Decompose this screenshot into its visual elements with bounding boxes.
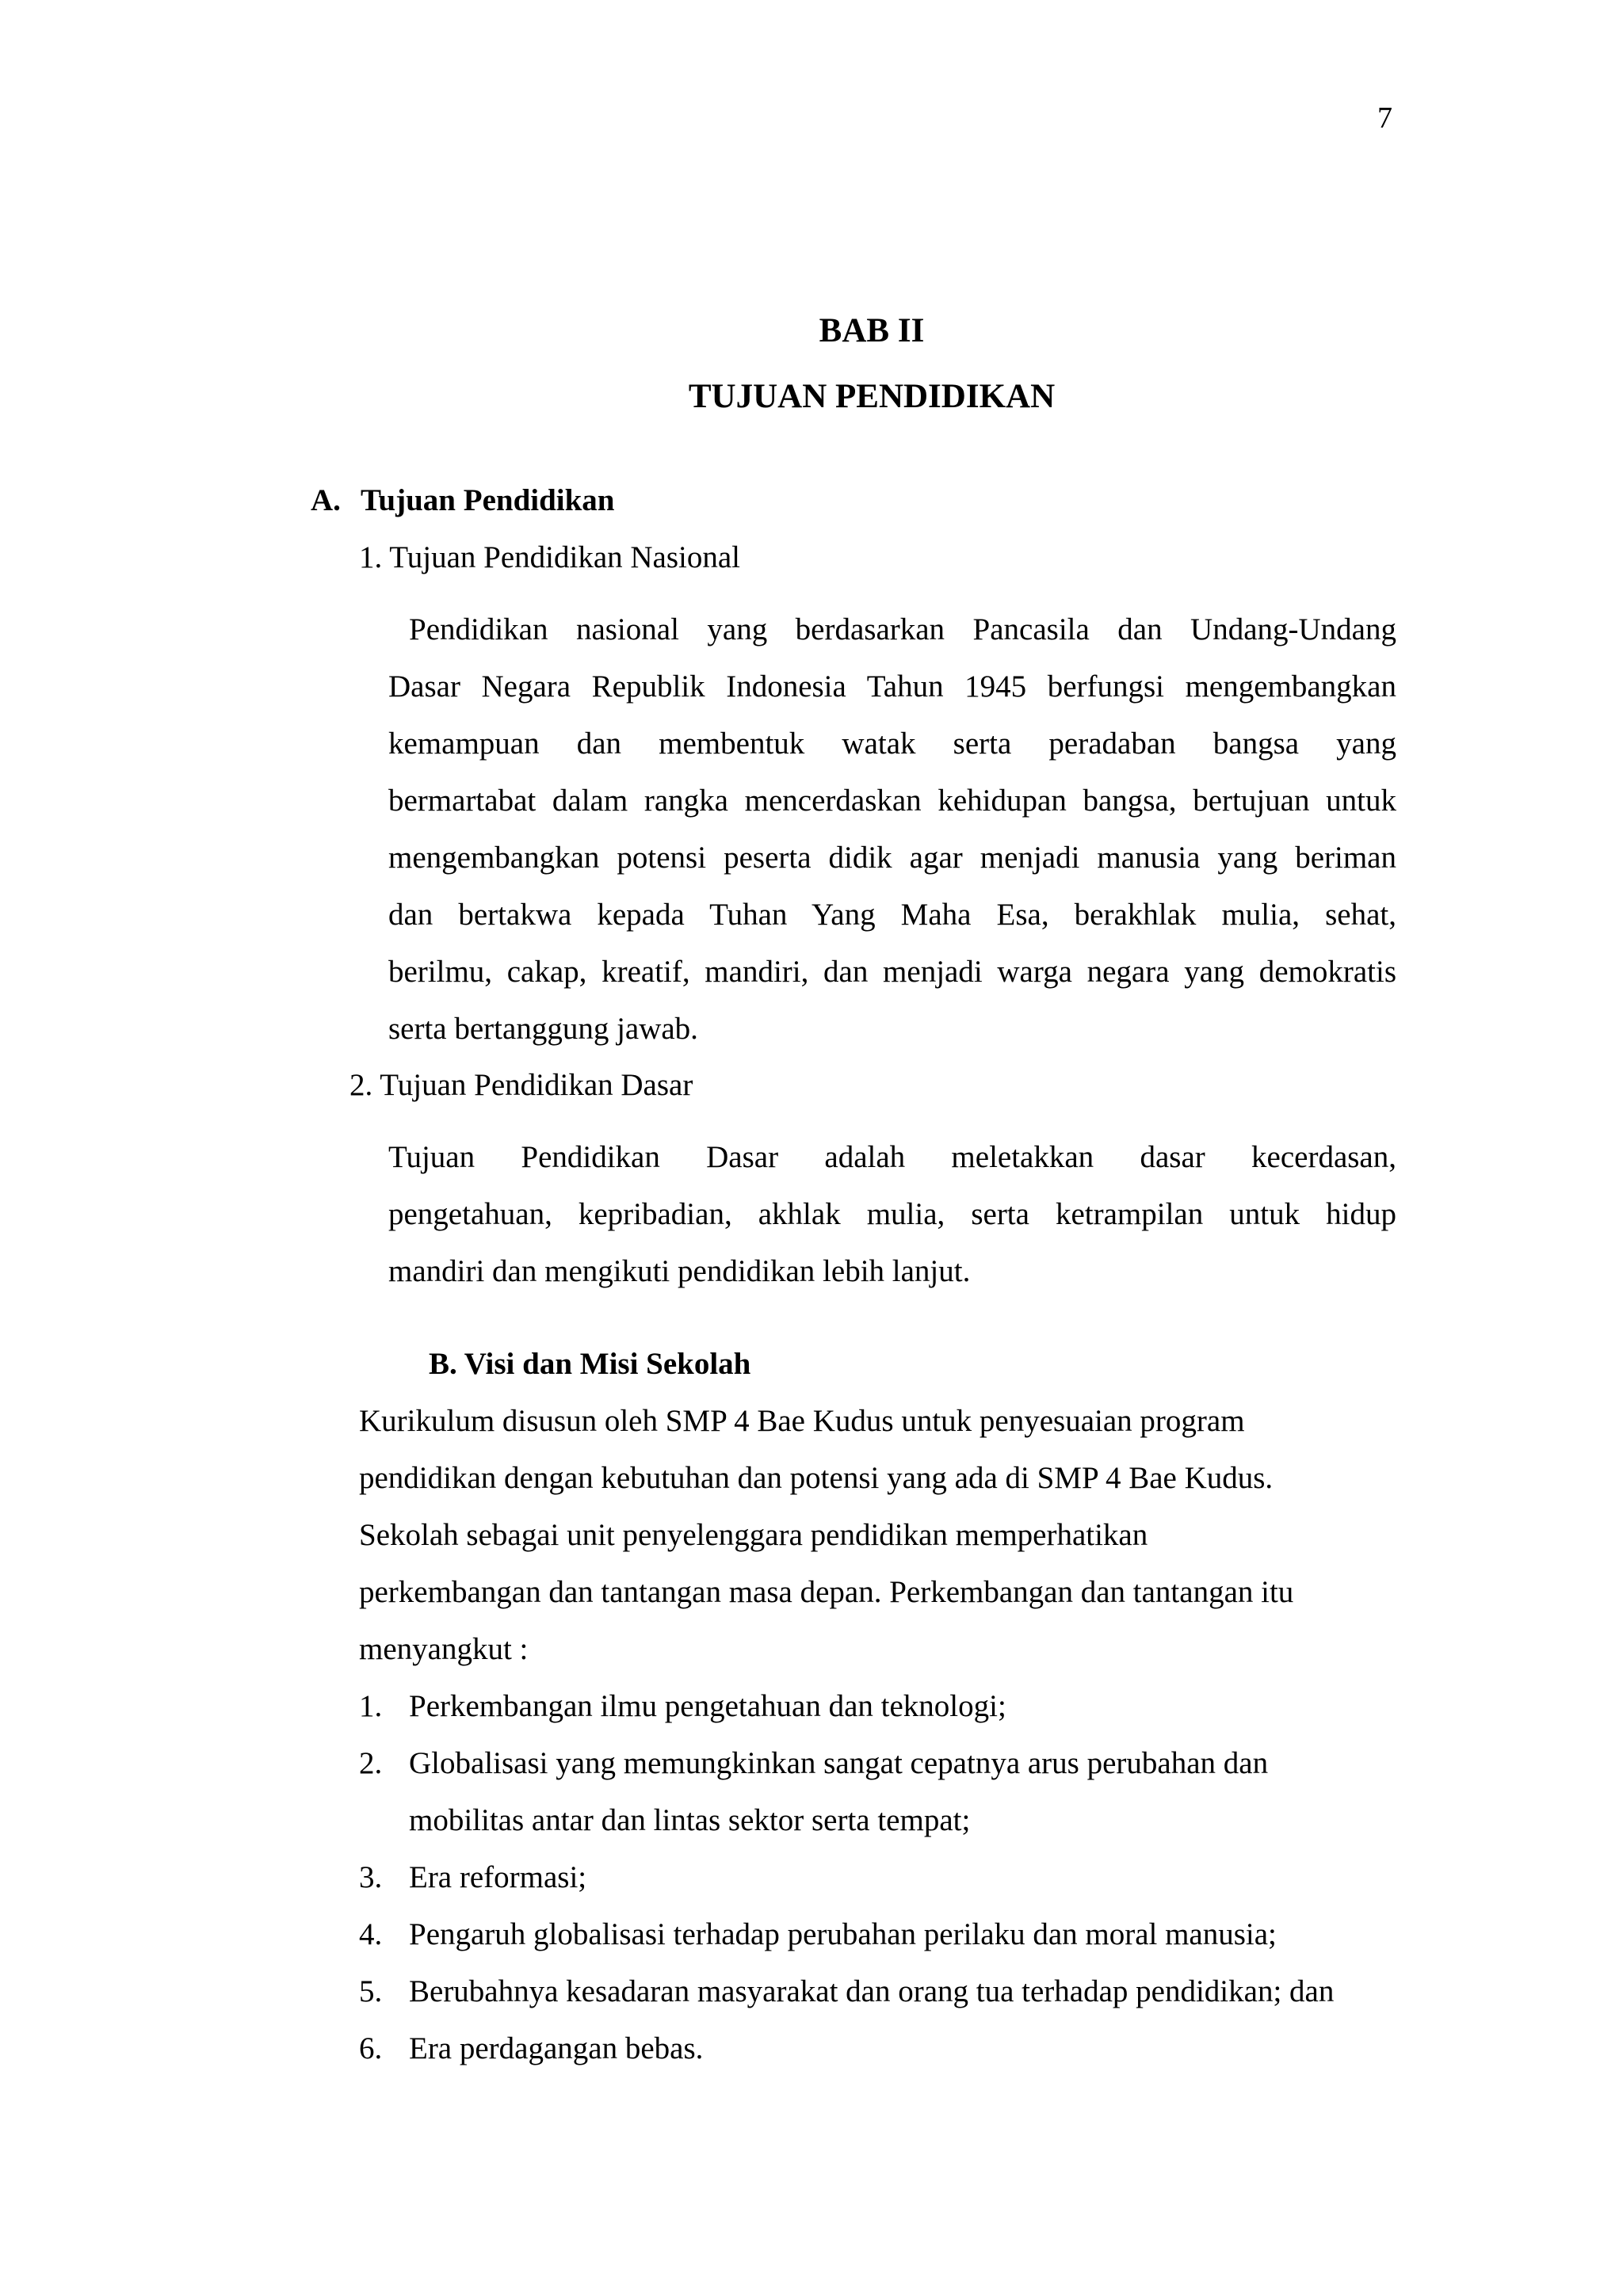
paragraph-line: bermartabat dalam rangka mencerdaskan kehidupan bangsa, bertujuan untuk	[388, 784, 1396, 818]
subsection-2-heading: 2. Tujuan Pendidikan Dasar	[349, 1068, 693, 1102]
list-item-text: Perkembangan ilmu pengetahuan dan teknologi;	[409, 1689, 1006, 1723]
paragraph-line: pengetahuan, kepribadian, akhlak mulia, serta ketrampilan untuk hidup	[388, 1197, 1396, 1231]
paragraph-line: dan bertakwa kepada Tuhan Yang Maha Esa, berakhlak mulia, sehat,	[388, 898, 1396, 932]
paragraph-line: berilmu, cakap, kreatif, mandiri, dan menjadi warga negara yang demokratis	[388, 955, 1396, 989]
paragraph-line: mengembangkan potensi peserta didik agar menjadi manusia yang beriman	[388, 841, 1396, 875]
list-item-number: 1.	[359, 1689, 383, 1723]
list-item-text: mobilitas antar dan lintas sektor serta tempat;	[409, 1803, 971, 1837]
list-item-number: 5.	[359, 1974, 383, 2008]
paragraph-line: mandiri dan mengikuti pendidikan lebih lanjut.	[388, 1254, 971, 1288]
list-item-number: 6.	[359, 2031, 383, 2065]
paragraph-line: perkembangan dan tantangan masa depan. Perkembangan dan tantangan itu	[359, 1575, 1294, 1609]
list-item-text: Pengaruh globalisasi terhadap perubahan perilaku dan moral manusia;	[409, 1917, 1277, 1951]
page-number: 7	[1377, 101, 1392, 135]
paragraph-line: serta bertanggung jawab.	[388, 1012, 698, 1046]
list-item-text: Era perdagangan bebas.	[409, 2031, 704, 2065]
paragraph-line: Tujuan Pendidikan Dasar adalah meletakkan dasar kecerdasan,	[388, 1140, 1396, 1174]
list-item-text: Era reformasi;	[409, 1860, 587, 1894]
paragraph-line: Dasar Negara Republik Indonesia Tahun 1945 berfungsi mengembangkan	[388, 669, 1396, 704]
list-item-number: 4.	[359, 1917, 383, 1951]
section-a-heading: Tujuan Pendidikan	[361, 483, 615, 517]
paragraph-line: menyangkut :	[359, 1632, 529, 1666]
paragraph-line: pendidikan dengan kebutuhan dan potensi yang ada di SMP 4 Bae Kudus.	[359, 1461, 1274, 1495]
list-item-number: 2.	[359, 1746, 383, 1780]
paragraph-line: Pendidikan nasional yang berdasarkan Pancasila dan Undang-Undang	[409, 612, 1396, 646]
paragraph-line: Sekolah sebagai unit penyelenggara pendidikan memperhatikan	[359, 1518, 1148, 1552]
paragraph-line: kemampuan dan membentuk watak serta peradaban bangsa yang	[388, 727, 1396, 761]
chapter-number: BAB II	[819, 312, 925, 349]
paragraph-line: Kurikulum disusun oleh SMP 4 Bae Kudus untuk penyesuaian program	[359, 1404, 1245, 1438]
section-a-label: A.	[311, 483, 341, 517]
subsection-1-heading: 1. Tujuan Pendidikan Nasional	[359, 540, 741, 574]
chapter-title: TUJUAN PENDIDIKAN	[688, 378, 1056, 415]
list-item-text: Globalisasi yang memungkinkan sangat cepatnya arus perubahan dan	[409, 1746, 1269, 1780]
section-b-heading: B. Visi dan Misi Sekolah	[429, 1347, 751, 1381]
list-item-number: 3.	[359, 1860, 383, 1894]
list-item-text: Berubahnya kesadaran masyarakat dan orang tua terhadap pendidikan; dan	[409, 1974, 1335, 2008]
